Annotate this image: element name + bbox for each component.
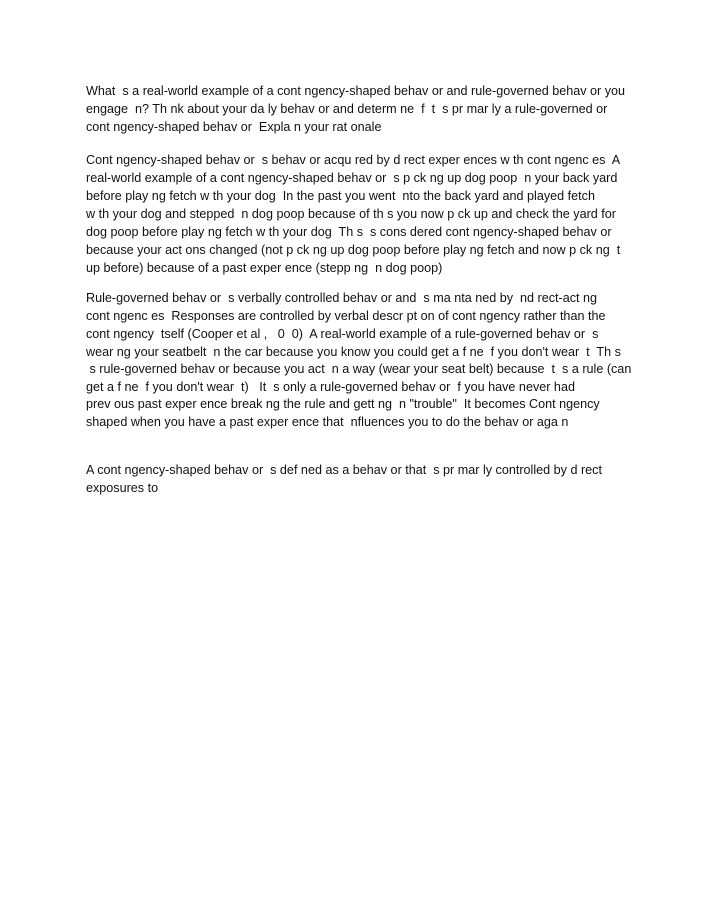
rule-line: cont ngency tself (Cooper et al , 0 0) A real-world example of a rule-governed behav or s xyxy=(86,327,599,341)
rule-line: wear ng your seatbelt n the car because you know you could get a f ne f you don't wear t Th s xyxy=(86,345,621,359)
contingency-line: w th your dog and stepped n dog poop because of th s you now p ck up and check the yard for xyxy=(86,207,616,221)
definition-line: exposures to xyxy=(86,481,159,495)
rule-line: prev ous past exper ence break ng the rule and gett ng n "trouble" It becomes Cont ngency xyxy=(86,397,600,411)
contingency-line: because your act ons changed (not p ck ng up dog poop before play ng fetch and now p ck ng t xyxy=(86,243,621,257)
contingency-line: up before) because of a past exper ence (stepp ng n dog poop) xyxy=(86,261,443,275)
rule-governed-paragraph xyxy=(86,289,646,431)
rule-line: s rule-governed behav or because you act n a way (wear your seat belt) because t s a rule (can xyxy=(86,362,632,376)
contingency-line: dog poop before play ng fetch w th your dog Th s s cons dered cont ngency-shaped behav or xyxy=(86,225,612,239)
contingency-line: Cont ngency-shaped behav or s behav or acqu red by d rect exper ences w th cont ngenc es A xyxy=(86,153,621,167)
question-paragraph xyxy=(86,82,646,136)
question-line: engage n? Th nk about your da ly behav or and determ ne f t s pr mar ly a rule-governed or xyxy=(86,102,608,116)
contingency-line: before play ng fetch w th your dog In the past you went nto the back yard and played fetch xyxy=(86,189,595,203)
rule-line: shaped when you have a past exper ence that nfluences you to do the behav or aga n xyxy=(86,415,569,429)
definition-line: A cont ngency-shaped behav or s def ned as a behav or that s pr mar ly controlled by d rect xyxy=(86,463,602,477)
question-line: What s a real-world example of a cont ngency-shaped behav or and rule-governed behav or you xyxy=(86,84,626,98)
rule-line: get a f ne f you don't wear t) It s only a rule-governed behav or f you have never had xyxy=(86,380,575,394)
contingency-shaped-paragraph xyxy=(86,151,646,277)
contingency-line: real-world example of a cont ngency-shaped behav or s p ck ng up dog poop n your back yard xyxy=(86,171,618,185)
definition-paragraph xyxy=(86,461,646,497)
rule-line: cont ngenc es Responses are controlled by verbal descr pt on of cont ngency rather than the xyxy=(86,309,606,323)
question-line: cont ngency-shaped behav or Expla n your rat onale xyxy=(86,120,382,134)
rule-line: Rule-governed behav or s verbally controlled behav or and s ma nta ned by nd rect-act ng xyxy=(86,291,598,305)
